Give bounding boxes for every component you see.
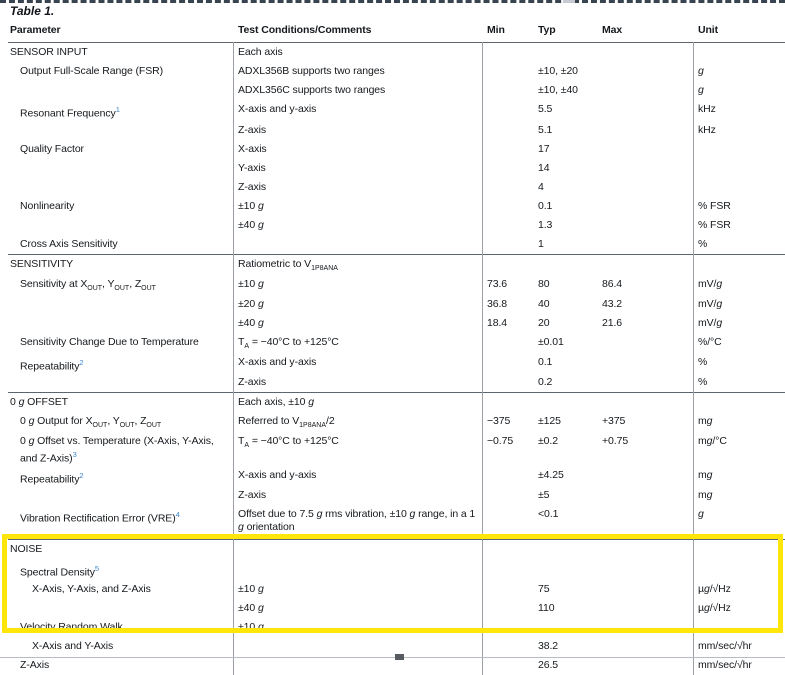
unit-cell: mm/sec/√hr [698, 639, 752, 652]
param-cell: X-Axis, Y-Axis, and Z-Axis [32, 582, 151, 595]
max-cell: +375 [602, 415, 626, 428]
table-row [8, 100, 785, 121]
max-cell [597, 486, 693, 505]
param-cell [8, 295, 233, 314]
max-cell [597, 43, 693, 62]
unit-cell: %/°C [698, 335, 722, 348]
max-cell [597, 197, 693, 216]
unit-cell: % [698, 355, 708, 368]
max-cell: 43.2 [602, 297, 623, 310]
param-cell: Z-Axis [20, 658, 50, 671]
conditions-cell: Each axis, ±10 g [238, 396, 314, 409]
table-row [8, 580, 785, 599]
unit-cell: mg/°C [698, 435, 727, 448]
unit-cell: mg [698, 415, 713, 428]
param-cell: 0 g Offset vs. Temperature (X-Axis, Y-Axis, and Z-Axis)$^3$ [20, 435, 214, 465]
min-cell [482, 100, 533, 121]
unit-cell: kHz [698, 103, 716, 115]
min-cell [482, 216, 533, 235]
max-cell [597, 62, 693, 81]
bottom-cut-artifact [395, 654, 404, 660]
max-cell: +0.75 [602, 435, 629, 448]
table-row [8, 275, 785, 295]
conditions-cell: Y-axis [238, 161, 266, 174]
param-cell: Vibration Rectification Error (VRE)$^4$ [20, 510, 180, 525]
typ-cell [533, 559, 597, 580]
table-row [8, 140, 785, 159]
typ-cell: 80 [538, 277, 550, 290]
conditions-cell: ADXL356C supports two ranges [238, 84, 386, 96]
param-cell: 0 g OFFSET [10, 396, 68, 409]
conditions-cell: $T_A = -40^\circ C$ to +125°C [238, 335, 339, 350]
min-cell [482, 373, 533, 392]
max-cell [597, 466, 693, 487]
param-cell: Output Full-Scale Range (FSR) [20, 65, 163, 77]
table-row [8, 81, 785, 100]
unit-cell: mg [698, 489, 713, 502]
conditions-cell [233, 637, 482, 656]
table-row [8, 432, 785, 466]
conditions-cell: X-axis and y-axis [238, 355, 317, 368]
typ-cell [533, 393, 597, 412]
unit-cell [693, 559, 785, 580]
unit-cell: g [698, 65, 704, 77]
typ-cell: 0.2 [538, 376, 553, 389]
unit-cell [693, 540, 785, 559]
max-cell [597, 121, 693, 140]
max-cell [597, 140, 693, 159]
unit-cell: mg [698, 468, 713, 481]
table-row [8, 121, 785, 140]
min-cell [482, 637, 533, 656]
column-header-min: Min [487, 24, 505, 36]
min-cell: −375 [487, 415, 511, 428]
table-row [8, 486, 785, 505]
column-divider-1 [233, 42, 234, 675]
conditions-cell: ADXL356B supports two ranges [238, 65, 385, 77]
unit-cell: g [698, 84, 704, 96]
table-row [8, 159, 785, 178]
min-cell: −0.75 [487, 435, 514, 448]
table-row [8, 197, 785, 216]
param-cell: Resonant Frequency$^1$ [20, 105, 120, 120]
max-cell [597, 505, 693, 539]
typ-cell: ±4.25 [538, 468, 564, 481]
unit-cell [693, 178, 785, 197]
min-cell [482, 255, 533, 275]
min-cell [482, 197, 533, 216]
param-cell [8, 599, 233, 618]
min-cell [482, 81, 533, 100]
typ-cell [533, 618, 597, 637]
param-cell [8, 216, 233, 235]
min-cell [482, 62, 533, 81]
param-cell: SENSOR INPUT [10, 46, 88, 58]
param-cell: Quality Factor [20, 142, 84, 155]
typ-cell: 75 [538, 582, 550, 595]
typ-cell: 5.5 [538, 103, 553, 115]
conditions-cell: ±10 g [238, 620, 264, 633]
typ-cell [533, 540, 597, 559]
conditions-cell: ±10 g [238, 199, 264, 212]
conditions-cell: $T_A = -40^\circ C$ to +125°C [238, 435, 339, 450]
max-cell [597, 540, 693, 559]
param-cell: NOISE [10, 543, 43, 556]
typ-cell: 1.3 [538, 218, 553, 231]
conditions-cell: X-axis and y-axis [238, 103, 317, 115]
conditions-cell: ±20 g [238, 297, 264, 310]
min-cell [482, 618, 533, 637]
typ-cell: 38.2 [538, 639, 559, 652]
min-cell [482, 353, 533, 374]
min-cell [482, 559, 533, 580]
max-cell [597, 618, 693, 637]
unit-cell: % FSR [698, 218, 731, 231]
typ-cell: 17 [538, 142, 550, 155]
typ-cell: 0.1 [538, 355, 553, 368]
section-header-row [8, 42, 785, 62]
param-cell [8, 159, 233, 178]
param-cell: Sensitivity at $X_{OUT}$, $Y_{OUT}$, $Z_{OUT}$ [20, 277, 156, 292]
typ-cell: ±10, ±40 [538, 84, 578, 96]
typ-cell: 1 [538, 237, 544, 250]
min-cell [482, 235, 533, 254]
min-cell [482, 486, 533, 505]
column-header-max: Max [602, 24, 623, 36]
table-row [8, 466, 785, 487]
param-cell: 0 g Output for $X_{OUT}$, $Y_{OUT}$, $Z_{OUT}$ [20, 415, 162, 430]
max-cell [597, 373, 693, 392]
min-cell [482, 656, 533, 675]
max-cell [597, 159, 693, 178]
conditions-cell: ±10 g [238, 582, 264, 595]
max-cell [597, 580, 693, 599]
min-cell [482, 159, 533, 178]
page-crop-artifact [563, 0, 575, 3]
unit-cell: µg/√Hz [698, 582, 731, 595]
min-cell [482, 505, 533, 539]
min-cell [482, 393, 533, 412]
table-body [8, 42, 785, 675]
min-cell [482, 178, 533, 197]
conditions-cell: ±10 g [238, 277, 264, 290]
conditions-cell [233, 559, 482, 580]
typ-cell: 5.1 [538, 123, 553, 136]
param-cell: Repeatability$^2$ [20, 357, 84, 373]
unit-cell: g [698, 508, 704, 521]
typ-cell: 14 [538, 161, 550, 174]
param-cell: Repeatability$^2$ [20, 470, 84, 486]
conditions-cell: ±40 g [238, 316, 264, 329]
unit-cell [693, 140, 785, 159]
min-cell [482, 580, 533, 599]
table-row [8, 62, 785, 81]
param-cell: Sensitivity Change Due to Temperature [20, 335, 199, 348]
typ-cell: <0.1 [538, 508, 559, 521]
unit-cell: mm/sec/√hr [698, 658, 752, 671]
conditions-cell: Ratiometric to $V_{1P8ANA}$ [238, 257, 338, 272]
column-header-test-conditions: Test Conditions/Comments [238, 24, 372, 36]
page-crop-dashed-edge [0, 0, 785, 3]
unit-cell [693, 618, 785, 637]
max-cell [597, 255, 693, 275]
max-cell [597, 100, 693, 121]
conditions-cell [233, 540, 482, 559]
min-cell: 73.6 [487, 277, 508, 290]
table-row [8, 216, 785, 235]
typ-cell: ±10, ±20 [538, 65, 578, 77]
max-cell: 21.6 [602, 316, 623, 329]
unit-cell: % [698, 376, 708, 389]
table-row [8, 295, 785, 314]
max-cell [597, 178, 693, 197]
conditions-cell: Referred to $V_{1P8ANA}/2$ [238, 415, 335, 430]
param-cell: X-Axis and Y-Axis [32, 639, 114, 652]
column-divider-2 [482, 42, 483, 675]
max-cell [597, 81, 693, 100]
param-cell [8, 121, 233, 140]
typ-cell: 0.1 [538, 199, 553, 212]
conditions-cell: ±40 g [238, 218, 264, 231]
typ-cell: 26.5 [538, 658, 559, 671]
min-cell: 36.8 [487, 297, 508, 310]
min-cell: 18.4 [487, 316, 508, 329]
param-cell [8, 373, 233, 392]
table-row [8, 353, 785, 374]
table-row [8, 559, 785, 580]
min-cell [482, 43, 533, 62]
min-cell [482, 466, 533, 487]
param-cell: Spectral Density$^5$ [20, 564, 100, 579]
max-cell [597, 333, 693, 353]
typ-cell [533, 255, 597, 275]
column-divider-3 [693, 42, 694, 675]
unit-cell [693, 393, 785, 412]
conditions-cell [233, 656, 482, 675]
typ-cell [533, 43, 597, 62]
typ-cell: 110 [538, 601, 555, 614]
param-cell: Velocity Random Walk [20, 620, 123, 633]
spec-table [8, 19, 785, 675]
min-cell [482, 140, 533, 159]
bottom-cut-line [0, 657, 785, 658]
max-cell [597, 353, 693, 374]
max-cell [597, 216, 693, 235]
unit-cell [693, 159, 785, 178]
param-cell [8, 81, 233, 100]
column-header-unit: Unit [698, 24, 719, 36]
min-cell [482, 121, 533, 140]
unit-cell: % [698, 237, 708, 250]
max-cell [597, 599, 693, 618]
table-row [8, 373, 785, 392]
section-header-row [8, 254, 785, 275]
conditions-cell: X-axis [238, 142, 267, 155]
table-row [8, 618, 785, 637]
unit-cell: mV/g [698, 277, 723, 290]
typ-cell: ±125 [538, 415, 561, 428]
unit-cell: mV/g [698, 297, 723, 310]
unit-cell: µg/√Hz [698, 601, 731, 614]
max-cell [597, 235, 693, 254]
table-row [8, 178, 785, 197]
min-cell [482, 333, 533, 353]
table-row [8, 314, 785, 333]
conditions-cell: Each axis [238, 46, 283, 58]
max-cell [597, 559, 693, 580]
param-cell: SENSITIVITY [10, 257, 74, 270]
conditions-cell: X-axis and y-axis [238, 468, 317, 481]
unit-cell: kHz [698, 123, 716, 136]
table-title: Table 1. [10, 4, 55, 18]
conditions-cell: Z-axis [238, 489, 266, 502]
conditions-cell: Z-axis [238, 376, 266, 389]
typ-cell: ±0.01 [538, 335, 564, 348]
param-cell [8, 486, 233, 505]
typ-cell: ±0.2 [538, 435, 558, 448]
param-cell: Nonlinearity [20, 199, 75, 212]
conditions-cell [233, 235, 482, 254]
param-cell [8, 178, 233, 197]
table-row [8, 412, 785, 432]
max-cell [597, 656, 693, 675]
min-cell [482, 599, 533, 618]
column-header-typ: Typ [538, 24, 556, 36]
typ-cell: 4 [538, 180, 544, 193]
typ-cell: ±5 [538, 489, 550, 502]
unit-cell: mV/g [698, 316, 723, 329]
typ-cell: 20 [538, 316, 550, 329]
min-cell [482, 540, 533, 559]
conditions-cell: Offset due to 7.5 g rms vibration, ±10 g range, in a 1 g orientation [238, 508, 476, 534]
table-row [8, 599, 785, 618]
unit-cell [693, 255, 785, 275]
param-cell: Cross Axis Sensitivity [20, 237, 118, 250]
typ-cell: 40 [538, 297, 550, 310]
column-header-parameter: Parameter [10, 24, 61, 36]
max-cell [597, 393, 693, 412]
max-cell [597, 637, 693, 656]
conditions-cell: Z-axis [238, 123, 266, 136]
table-row [8, 505, 785, 539]
conditions-cell: Z-axis [238, 180, 266, 193]
param-cell [8, 314, 233, 333]
conditions-cell: ±40 g [238, 601, 264, 614]
section-header-row [8, 392, 785, 412]
max-cell: 86.4 [602, 277, 623, 290]
section-header-row [8, 539, 785, 559]
unit-cell [693, 43, 785, 62]
table-row [8, 235, 785, 254]
unit-cell: % FSR [698, 199, 731, 212]
table-header [8, 22, 785, 38]
table-row [8, 333, 785, 353]
